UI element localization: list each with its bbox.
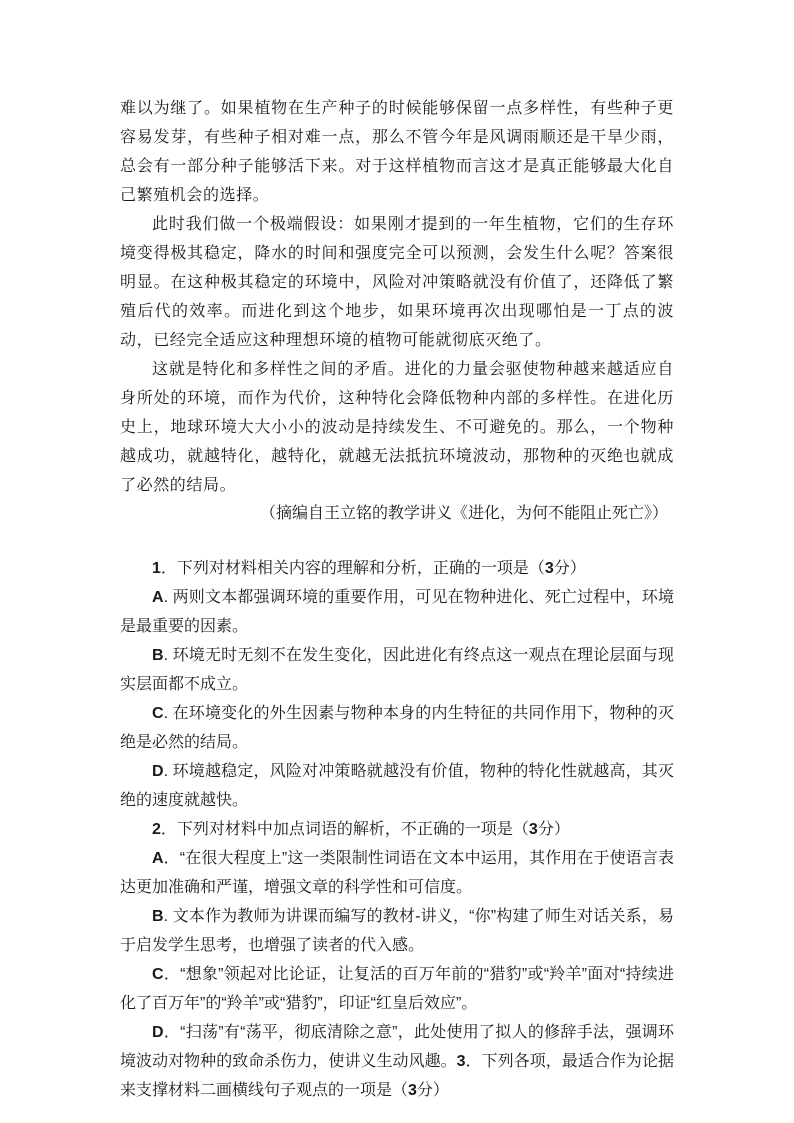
question-1-stem	[120, 554, 674, 583]
question-3-text: ．下列各项，最适合作为论据来支撑材料二画横线句子观点的一项是（	[120, 1053, 674, 1099]
question-2-text: ．下列对材料中加点词语的解析，不正确的一项是（	[160, 821, 529, 838]
option-letter: B	[152, 908, 164, 925]
option-text: . 文本作为教师为讲课而编写的教材-讲义，“你”构建了师生对话关系，易于启发学生思考，也增强了读者的代入感。	[120, 908, 674, 954]
question-2-number: 2	[152, 821, 161, 838]
option-text: ．“扫荡”有“荡平，彻底清除之意”，此处使用了拟人的修辞手法，强调环境波动对物种的致命杀伤力，使讲义生动风趣。	[120, 1024, 674, 1070]
question-2-option-b	[120, 902, 674, 960]
option-text: . 两则文本都强调环境的重要作用，可见在物种进化、死亡过程中，环境是最重要的因素。	[120, 589, 674, 635]
passage-paragraph-2: 此时我们做一个极端假设：如果刚才提到的一年生植物，它们的生存环境变得极其稳定，降水的时间和强度完全可以预测，会发生什么呢？答案很明显。在这种极其稳定的环境中，风险对冲策略就没有价值了，还降低了繁殖后代的效率。而进化到这个地步，如果环境再次出现哪怕是一丁点的波动，已经完全适应这种理想环境的植物可能就彻底灭绝了。	[120, 214, 674, 349]
option-text: ．“想象”领起对比论证，让复活的百万年前的“猎豹”或“羚羊”面对“持续进化了百万年”的“羚羊”或“猎豹”，印证“红皇后效应”。	[120, 966, 674, 1012]
question-1-option-a	[120, 583, 674, 641]
reading-passage	[120, 93, 674, 499]
question-1-option-c	[120, 699, 674, 757]
document-content	[120, 93, 674, 1105]
option-text: . 环境无时无刻不在发生变化，因此进化有终点这一观点在理论层面与现实层面都不成立。	[120, 647, 674, 693]
option-letter: D	[152, 763, 164, 780]
question-2-option-a	[120, 844, 674, 902]
option-letter: A	[152, 589, 164, 606]
question-1-number: 1	[152, 560, 161, 577]
question-1-text-end: 分）	[553, 560, 586, 577]
question-1-option-b	[120, 641, 674, 699]
question-2-stem	[120, 815, 674, 844]
option-letter: D	[152, 1024, 164, 1041]
option-text: . 环境越稳定，风险对冲策略就越没有价值，物种的特化性就越高，其灭绝的速度就越快。	[120, 763, 674, 809]
question-1-score: 3	[544, 560, 554, 577]
question-3-text-end: 分）	[416, 1082, 449, 1099]
option-text: ．“在很大程度上”这一类限制性词语在文本中运用，其作用在于使语言表达更加准确和严谨，增强文章的科学性和可信度。	[120, 850, 674, 896]
passage-source: （摘编自王立铭的教学讲义《进化，为何不能阻止死亡》）	[259, 505, 668, 522]
question-3-number: 3	[456, 1053, 466, 1070]
question-2-score: 3	[528, 821, 538, 838]
passage-paragraph-1: 难以为继了。如果植物在生产种子的时候能够保留一点多样性，有些种子更容易发芽，有些种子相对难一点，那么不管今年是风调雨顺还是干旱少雨，总会有一部分种子能够活下来。对于这样植物而言这才是真正能够最大化自己繁殖机会的选择。	[120, 98, 674, 204]
question-3-score: 3	[408, 1082, 417, 1099]
question-1-option-d	[120, 757, 674, 815]
option-letter: B	[152, 647, 164, 664]
question-2-option-c	[120, 960, 674, 1018]
option-letter: C	[152, 705, 164, 722]
question-2-option-d	[120, 1018, 674, 1105]
option-text: . 在环境变化的外生因素与物种本身的内生特征的共同作用下，物种的灭绝是必然的结局。	[120, 705, 674, 751]
question-1-text: ．下列对材料相关内容的理解和分析，正确的一项是（	[160, 560, 545, 577]
question-2-text-end: 分）	[537, 821, 570, 838]
passage-paragraph-3: 这就是特化和多样性之间的矛盾。进化的力量会驱使物种越来越适应自身所处的环境，而作为代价，这种特化会降低物种内部的多样性。在进化历史上，地球环境大大小小的波动是持续发生、不可避免的。那么，一个物种越成功，就越特化，越特化，就越无法抵抗环境波动，那物种的灭绝也就成了必然的结局。	[120, 359, 674, 494]
option-letter: C	[152, 966, 164, 983]
question-section	[120, 554, 674, 1105]
option-letter: A	[152, 850, 164, 867]
